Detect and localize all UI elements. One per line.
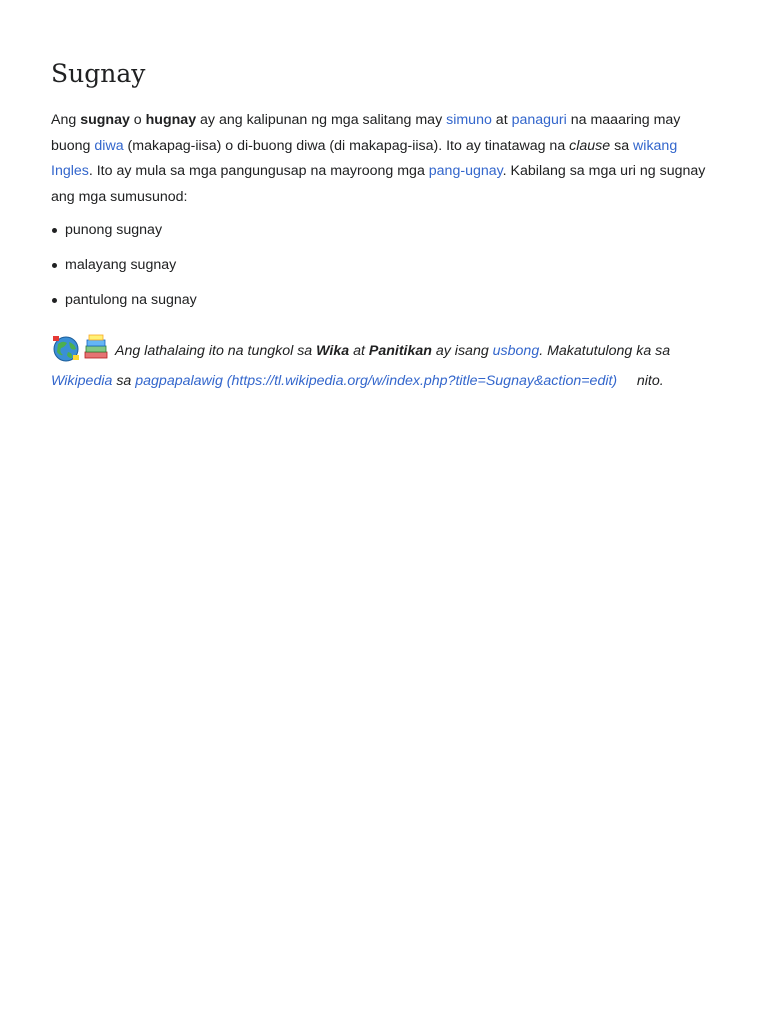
term-hugnay: hugnay [145,112,197,128]
link-panaguri[interactable]: panaguri [511,112,567,128]
intro-text: sa [610,137,634,154]
globe-books-icon [51,334,111,364]
link-pagpapalawig[interactable]: pagpapalawig (https://tl.wikipedia.org/w/index.php?title=Sugnay&action=edit) [135,373,618,389]
list-item: pantulong na sugnay [65,288,721,312]
list-item: punong sugnay [65,218,721,242]
intro-text: ay ang kalipunan ng mga salitang may [196,112,447,128]
term-clause: clause [569,137,611,154]
intro-text: (makapag-iisa) o di-buong diwa (di makapag-iisa). Ito ay tinatawag na [123,137,570,154]
link-pang-ugnay[interactable]: pang-ugnay [428,163,503,179]
sugnay-types-list [51,218,721,312]
intro-text: at [491,112,512,128]
intro-text: . Ito ay mula sa mga pangungusap na mayroong mga [88,163,429,179]
term-sugnay: sugnay [80,112,130,128]
intro-text: o [129,112,146,128]
link-wikipedia[interactable]: Wikipedia [51,373,113,389]
intro-text: . Kabilang sa mga uri ng sugnay ang mga sumusunod: [51,163,706,205]
stub-topic-panitikan: Panitikan [368,343,432,359]
link-wikang-ingles[interactable]: wikang Ingles [51,137,678,179]
link-simuno[interactable]: simuno [446,112,492,128]
stub-text: sa [112,373,136,389]
stub-text: Ang lathalaing ito na tungkol sa [115,343,317,359]
page-title: Sugnay [51,59,146,88]
link-usbong[interactable]: usbong [492,343,540,359]
link-diwa[interactable]: diwa [94,137,124,154]
list-item: malayang sugnay [65,253,721,277]
stub-topic-wika: Wika [316,343,350,359]
stub-text: nito. [617,373,664,389]
stub-notice [51,334,721,396]
stub-text: . Makatutulong ka sa [539,343,671,359]
article [51,56,721,396]
stub-text: ay isang [431,343,493,359]
stub-text: at [349,343,369,359]
intro-text: na maaaring may buong [51,112,681,154]
intro-paragraph [51,108,721,210]
intro-text: Ang [51,112,81,128]
